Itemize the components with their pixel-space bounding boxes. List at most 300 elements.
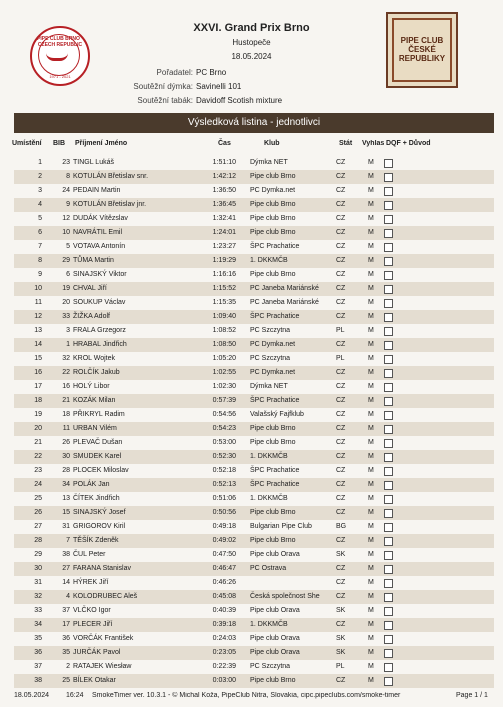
row-state: CZ: [336, 271, 346, 278]
logo-right-line3: REPUBLIKY: [398, 54, 446, 63]
footer-page: Page 1 / 1: [456, 692, 488, 699]
row-announce: M: [368, 649, 374, 656]
dqf-checkbox[interactable]: [384, 285, 393, 294]
dqf-checkbox[interactable]: [384, 439, 393, 448]
row-bib: 8: [66, 173, 70, 180]
row-time: 0:52:18: [212, 467, 236, 474]
logo-left-year: 1971 - 2021: [49, 74, 71, 79]
row-bib: 23: [62, 159, 70, 166]
row-position: 5: [38, 215, 42, 222]
table-row: [14, 436, 494, 450]
row-bib: 11: [62, 425, 70, 432]
row-name: POLÁK Jan: [73, 481, 110, 488]
col-state: Stát: [339, 140, 353, 147]
row-bib: 2: [66, 663, 70, 670]
row-position: 13: [34, 327, 42, 334]
dqf-checkbox[interactable]: [384, 565, 393, 574]
row-announce: M: [368, 663, 374, 670]
row-name: KOTULÁN Břetislav snr.: [73, 173, 149, 180]
row-bib: 35: [62, 649, 70, 656]
dqf-checkbox[interactable]: [384, 425, 393, 434]
row-bib: 6: [66, 271, 70, 278]
dqf-checkbox[interactable]: [384, 173, 393, 182]
row-announce: M: [368, 439, 374, 446]
table-row: [14, 366, 494, 380]
row-announce: M: [368, 285, 374, 292]
row-bib: 3: [66, 327, 70, 334]
row-state: CZ: [336, 411, 346, 418]
event-date: 18.05.2024: [231, 52, 272, 61]
row-state: CZ: [336, 579, 346, 586]
table-row: [14, 310, 494, 324]
dqf-checkbox[interactable]: [384, 663, 393, 672]
row-state: CZ: [336, 229, 346, 236]
row-position: 9: [38, 271, 42, 278]
logo-right-line2: ČESKÉ: [408, 45, 436, 54]
dqf-checkbox[interactable]: [384, 341, 393, 350]
table-row: [14, 394, 494, 408]
dqf-checkbox[interactable]: [384, 551, 393, 560]
row-bib: 33: [62, 313, 70, 320]
row-time: 0:53:00: [212, 439, 236, 446]
row-state: CZ: [336, 509, 346, 516]
table-row: [14, 338, 494, 352]
row-announce: M: [368, 481, 374, 488]
row-position: 35: [34, 635, 42, 642]
row-announce: M: [368, 397, 374, 404]
row-state: PL: [336, 327, 345, 334]
row-position: 26: [34, 509, 42, 516]
dqf-checkbox[interactable]: [384, 355, 393, 364]
table-row: [14, 590, 494, 604]
row-club: Pipe club Orava: [250, 635, 300, 642]
dqf-checkbox[interactable]: [384, 411, 393, 420]
dqf-checkbox[interactable]: [384, 649, 393, 658]
row-state: CZ: [336, 453, 346, 460]
row-state: CZ: [336, 621, 346, 628]
row-position: 33: [34, 607, 42, 614]
row-state: SK: [336, 551, 346, 558]
row-position: 22: [34, 453, 42, 460]
row-position: 17: [34, 383, 42, 390]
table-row: [14, 450, 494, 464]
dqf-checkbox[interactable]: [384, 257, 393, 266]
table-row: [14, 520, 494, 534]
organizer-label: Pořadatel:: [156, 68, 193, 77]
table-row: [14, 170, 494, 184]
dqf-checkbox[interactable]: [384, 495, 393, 504]
row-announce: M: [368, 467, 374, 474]
table-row: [14, 674, 494, 688]
table-row: [14, 296, 494, 310]
row-state: CZ: [336, 383, 346, 390]
row-bib: 25: [62, 677, 70, 684]
row-club: ŠPC Prachatice: [250, 467, 300, 474]
row-position: 18: [34, 397, 42, 404]
row-bib: 15: [62, 509, 70, 516]
logo-left-text: PIPE CLUB BRNO · CZECH REPUBLIC: [37, 36, 83, 48]
row-bib: 37: [62, 607, 70, 614]
table-row: [14, 478, 494, 492]
col-vyh: Vyhlas: [362, 140, 385, 147]
row-position: 8: [38, 257, 42, 264]
pipe-line: [0, 82, 503, 92]
row-announce: M: [368, 621, 374, 628]
row-bib: 18: [62, 411, 70, 418]
row-name: CHVAL Jiří: [73, 285, 107, 292]
row-club: PC Janeba Mariánské: [250, 299, 319, 306]
dqf-checkbox[interactable]: [384, 481, 393, 490]
row-position: 37: [34, 663, 42, 670]
row-state: CZ: [336, 593, 346, 600]
row-name: HRABAL Jindřich: [73, 341, 127, 348]
row-name: VORČÁK František: [73, 635, 134, 642]
row-time: 0:23:05: [212, 649, 236, 656]
row-state: PL: [336, 355, 345, 362]
row-club: Pipe club Brno: [250, 173, 296, 180]
row-state: CZ: [336, 313, 346, 320]
row-club: ŠPC Prachatice: [250, 313, 300, 320]
row-time: 0:51:06: [212, 495, 236, 502]
row-announce: M: [368, 201, 374, 208]
dqf-checkbox[interactable]: [384, 453, 393, 462]
row-state: CZ: [336, 243, 346, 250]
row-position: 28: [34, 537, 42, 544]
row-club: Pipe club Brno: [250, 215, 296, 222]
dqf-checkbox[interactable]: [384, 383, 393, 392]
row-club: Pipe club Brno: [250, 677, 296, 684]
dqf-checkbox[interactable]: [384, 327, 393, 336]
row-club: Pipe club Orava: [250, 551, 300, 558]
row-state: CZ: [336, 397, 346, 404]
row-time: 1:08:52: [212, 327, 236, 334]
row-time: 1:05:20: [212, 355, 236, 362]
row-time: 1:36:45: [212, 201, 236, 208]
row-time: 0:49:18: [212, 523, 236, 530]
row-bib: 16: [62, 383, 70, 390]
row-club: PC Dymka.net: [250, 369, 296, 376]
organizer-line: [0, 68, 503, 78]
row-announce: M: [368, 565, 374, 572]
table-row: [14, 534, 494, 548]
row-club: Pipe club Orava: [250, 649, 300, 656]
row-announce: M: [368, 495, 374, 502]
row-position: 4: [38, 201, 42, 208]
row-name: KROL Wojtek: [73, 355, 116, 362]
row-announce: M: [368, 607, 374, 614]
row-name: FRALA Grzegorz: [73, 327, 126, 334]
row-state: CZ: [336, 341, 346, 348]
row-bib: 1: [66, 341, 70, 348]
row-club: Dýmka NET: [250, 159, 288, 166]
row-time: 0:03:00: [212, 677, 236, 684]
row-announce: M: [368, 313, 374, 320]
row-club: ŠPC Prachatice: [250, 481, 300, 488]
row-club: Pipe club Brno: [250, 425, 296, 432]
row-time: 1:51:10: [212, 159, 236, 166]
row-time: 1:42:12: [212, 173, 236, 180]
row-bib: 9: [66, 201, 70, 208]
row-announce: M: [368, 229, 374, 236]
organizer-value: PC Brno: [196, 68, 227, 77]
row-name: KOTULÁN Břetislav jnr.: [73, 201, 147, 208]
row-name: PLEVAČ Dušan: [73, 439, 123, 446]
table-row: [14, 198, 494, 212]
footer-date: 18.05.2024: [14, 692, 50, 699]
col-pos: Umístění: [12, 140, 42, 147]
row-announce: M: [368, 271, 374, 278]
row-position: 6: [38, 229, 42, 236]
row-position: 23: [34, 467, 42, 474]
row-time: 0:39:18: [212, 621, 236, 628]
row-name: KOZÁK Milan: [73, 397, 116, 404]
dqf-checkbox[interactable]: [384, 579, 393, 588]
dqf-checkbox[interactable]: [384, 299, 393, 308]
row-state: CZ: [336, 439, 346, 446]
dqf-checkbox[interactable]: [384, 523, 393, 532]
row-bib: 21: [62, 397, 70, 404]
row-time: 0:49:02: [212, 537, 236, 544]
col-name: Příjmení Jméno: [75, 140, 128, 147]
dqf-checkbox[interactable]: [384, 593, 393, 602]
row-club: Pipe club Brno: [250, 271, 296, 278]
table-row: [14, 618, 494, 632]
row-state: CZ: [336, 537, 346, 544]
row-name: TŮMA Martin: [73, 257, 114, 264]
row-name: SINAJSKÝ Josef: [73, 509, 126, 516]
row-time: 0:47:50: [212, 551, 236, 558]
row-state: CZ: [336, 215, 346, 222]
row-club: Valašský Fajfklub: [250, 411, 304, 418]
table-row: [14, 240, 494, 254]
col-club: Klub: [264, 140, 280, 147]
row-club: 1. DKKMČB: [250, 495, 288, 502]
row-bib: 32: [62, 355, 70, 362]
row-position: 36: [34, 649, 42, 656]
row-name: ČUL Peter: [73, 551, 106, 558]
row-announce: M: [368, 537, 374, 544]
row-name: KOLODRUBEC Aleš: [73, 593, 138, 600]
dqf-checkbox[interactable]: [384, 313, 393, 322]
dqf-checkbox[interactable]: [384, 607, 393, 616]
dqf-checkbox[interactable]: [384, 243, 393, 252]
col-dqf: DQF + Důvod: [386, 140, 431, 147]
row-name: ROLČÍK Jakub: [73, 369, 120, 376]
row-position: 38: [34, 677, 42, 684]
row-club: PC Dymka.net: [250, 187, 296, 194]
row-time: 1:02:30: [212, 383, 236, 390]
row-time: 0:57:39: [212, 397, 236, 404]
row-name: URBAN Vilém: [73, 425, 117, 432]
results-banner: Výsledková listina - jednotlivci: [14, 113, 494, 133]
row-announce: M: [368, 341, 374, 348]
row-position: 12: [34, 313, 42, 320]
table-row: [14, 226, 494, 240]
row-position: 1: [38, 159, 42, 166]
row-name: HOLÝ Libor: [73, 383, 110, 390]
row-club: ŠPC Prachatice: [250, 397, 300, 404]
dqf-checkbox[interactable]: [384, 159, 393, 168]
table-row: [14, 646, 494, 660]
row-time: 1:02:55: [212, 369, 236, 376]
footer-time: 16:24: [66, 692, 84, 699]
row-bib: 12: [62, 215, 70, 222]
row-club: PC Dymka.net: [250, 341, 296, 348]
row-club: ŠPC Prachatice: [250, 243, 300, 250]
row-time: 0:22:39: [212, 663, 236, 670]
row-name: ŽIŽKA Adolf: [73, 313, 110, 320]
row-time: 1:15:35: [212, 299, 236, 306]
row-bib: 27: [62, 565, 70, 572]
row-time: 0:40:39: [212, 607, 236, 614]
dqf-checkbox[interactable]: [384, 271, 393, 280]
row-position: 3: [38, 187, 42, 194]
row-announce: M: [368, 453, 374, 460]
row-state: CZ: [336, 565, 346, 572]
row-announce: M: [368, 159, 374, 166]
table-row: [14, 632, 494, 646]
row-club: PC Janeba Mariánské: [250, 285, 319, 292]
row-announce: M: [368, 327, 374, 334]
row-state: SK: [336, 649, 346, 656]
dqf-checkbox[interactable]: [384, 467, 393, 476]
row-position: 29: [34, 551, 42, 558]
row-announce: M: [368, 411, 374, 418]
row-bib: 26: [62, 439, 70, 446]
event-title: XXVI. Grand Prix Brno: [193, 22, 310, 34]
row-position: 25: [34, 495, 42, 502]
pipe-value: Savinelli 101: [196, 82, 242, 91]
row-state: CZ: [336, 495, 346, 502]
table-row: [14, 576, 494, 590]
row-position: 7: [38, 243, 42, 250]
row-bib: 7: [66, 537, 70, 544]
row-announce: M: [368, 173, 374, 180]
row-announce: M: [368, 551, 374, 558]
dqf-checkbox[interactable]: [384, 677, 393, 686]
tobacco-label: Soutěžní tabák:: [137, 96, 193, 105]
row-club: Pipe club Brno: [250, 201, 296, 208]
row-announce: M: [368, 187, 374, 194]
row-name: FARANA Stanislav: [73, 565, 131, 572]
dqf-checkbox[interactable]: [384, 509, 393, 518]
dqf-checkbox[interactable]: [384, 369, 393, 378]
dqf-checkbox[interactable]: [384, 201, 393, 210]
row-announce: M: [368, 523, 374, 530]
row-state: CZ: [336, 677, 346, 684]
table-row: [14, 548, 494, 562]
row-state: CZ: [336, 425, 346, 432]
tobacco-line: [0, 96, 503, 106]
row-position: 34: [34, 621, 42, 628]
column-header: [0, 140, 503, 152]
row-state: CZ: [336, 159, 346, 166]
row-state: CZ: [336, 187, 346, 194]
table-row: [14, 212, 494, 226]
row-club: Bulgarian Pipe Club: [250, 523, 312, 530]
row-position: 30: [34, 565, 42, 572]
row-position: 14: [34, 341, 42, 348]
table-row: [14, 254, 494, 268]
row-state: SK: [336, 635, 346, 642]
row-club: Pipe club Brno: [250, 439, 296, 446]
row-time: 0:52:13: [212, 481, 236, 488]
row-position: 32: [34, 593, 42, 600]
row-bib: 31: [62, 523, 70, 530]
row-time: 1:36:50: [212, 187, 236, 194]
row-announce: M: [368, 425, 374, 432]
row-club: PC Szczytna: [250, 327, 291, 334]
row-state: CZ: [336, 467, 346, 474]
row-bib: 30: [62, 453, 70, 460]
row-time: 1:15:52: [212, 285, 236, 292]
table-row: [14, 282, 494, 296]
dqf-checkbox[interactable]: [384, 187, 393, 196]
row-position: 2: [38, 173, 42, 180]
row-time: 0:24:03: [212, 635, 236, 642]
table-row: [14, 156, 494, 170]
row-name: PLECER Jiří: [73, 621, 113, 628]
row-name: PEDAIN Martin: [73, 187, 121, 194]
row-name: NAVRÁTIL Emil: [73, 229, 123, 236]
row-name: GRIGOROV Kiril: [73, 523, 126, 530]
row-time: 0:46:26: [212, 579, 236, 586]
row-club: PC Ostrava: [250, 565, 287, 572]
row-bib: 10: [62, 229, 70, 236]
row-announce: M: [368, 257, 374, 264]
dqf-checkbox[interactable]: [384, 397, 393, 406]
row-bib: 13: [62, 495, 70, 502]
row-state: CZ: [336, 369, 346, 376]
row-position: 19: [34, 411, 42, 418]
dqf-checkbox[interactable]: [384, 635, 393, 644]
row-time: 1:16:16: [212, 271, 236, 278]
row-announce: M: [368, 383, 374, 390]
row-club: Dýmka NET: [250, 383, 288, 390]
row-bib: 38: [62, 551, 70, 558]
row-club: Pipe club Orava: [250, 607, 300, 614]
table-row: [14, 464, 494, 478]
row-name: VOTAVA Antonín: [73, 243, 126, 250]
row-name: SINAJSKÝ Viktor: [73, 271, 127, 278]
row-club: PC Szczytna: [250, 355, 291, 362]
row-name: RATAJEK Wiesław: [73, 663, 132, 670]
dqf-checkbox[interactable]: [384, 215, 393, 224]
row-club: 1. DKKMČB: [250, 257, 288, 264]
row-time: 0:45:08: [212, 593, 236, 600]
row-bib: 28: [62, 467, 70, 474]
row-time: 0:52:30: [212, 453, 236, 460]
row-position: 11: [34, 299, 42, 306]
dqf-checkbox[interactable]: [384, 537, 393, 546]
row-club: PC Szczytna: [250, 663, 291, 670]
dqf-checkbox[interactable]: [384, 621, 393, 630]
row-state: CZ: [336, 201, 346, 208]
row-position: 10: [34, 285, 42, 292]
row-time: 0:50:56: [212, 509, 236, 516]
dqf-checkbox[interactable]: [384, 229, 393, 238]
row-state: BG: [336, 523, 347, 530]
row-club: Pipe club Brno: [250, 509, 296, 516]
table-row: [14, 268, 494, 282]
row-club: Pipe club Brno: [250, 229, 296, 236]
row-state: CZ: [336, 285, 346, 292]
row-announce: M: [368, 215, 374, 222]
row-announce: M: [368, 579, 374, 586]
row-bib: 5: [66, 243, 70, 250]
row-name: VLČKO Igor: [73, 607, 111, 614]
row-name: DUDÁK Vítězslav: [73, 215, 128, 222]
